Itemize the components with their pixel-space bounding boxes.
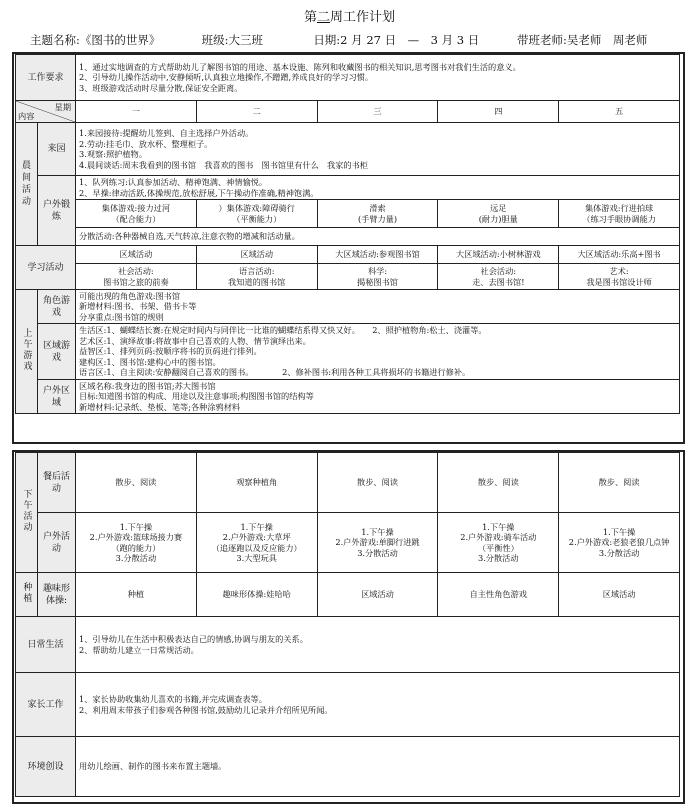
study-r1-thu: 大区域活动:小树林游戏: [438, 246, 559, 264]
plant-mon: 种植: [76, 573, 197, 617]
pm-outdoor-wed: 1.下午操 2.户外游戏:单脚行进跳 3.分散活动: [317, 513, 438, 573]
area-content: 生活区:1、蝴蝶结长赛:在规定时间内与同伴比一比谁的蝴蝶结系得又快又好。 2、照护植物角:松土、浇灌等。 艺术区:1、演绎故事:将故事中自己喜欢的人物、情节演绎出来。 益智区:1、排列页码:按顺序将书的页码进行排列。 建构区:1、图书馆:建构心中的图书馆。 语言区:1、自主阅读:安静翻阅自己喜欢的图书。 2、修补图书:利用各种工具将损坏的书籍进行修补。: [76, 324, 680, 380]
plan-table-bottom: [15, 452, 680, 797]
arrive-label: 来园: [38, 123, 76, 176]
plant-tue: 趣味形体操:娃哈哈: [196, 573, 317, 617]
family-content: 1、家长协助收集幼儿喜欢的书籍,并完成调查表等。 2、利用周末带孩子们参观各种图书馆,鼓励幼儿记录并介绍所见所闻。: [76, 673, 680, 737]
meal-wed: 散步、阅读: [317, 453, 438, 513]
pm-outdoor-thu: 1.下午操 2.户外游戏:骑车活动 （平衡性） 3.分散活动: [438, 513, 559, 573]
daily-content: 1、引导幼儿在生活中积极表达自己的情感,协调与朋友的关系。 2、帮助幼儿建立一日常规活动。: [76, 617, 680, 673]
plant-label: 种植: [16, 573, 38, 617]
pm-outdoor-fri: 1.下午操 2.户外游戏:老狼老狼几点钟 3.分散活动: [559, 513, 680, 573]
outdoor-area-content: 区域名称:我身边的图书馆;苏大图书馆 目标:知道图书馆的构成、用途以及注意事项;构图图书馆的结构等 新增材料:记录纸、垫板、笔等;各种涂鸦材料: [76, 380, 680, 414]
req-label: 工作要求: [16, 55, 76, 101]
arrive-content: 1.来园接待:提醒幼儿签到、自主选择户外活动。 2.劳动:挂毛巾、放水杯、整理柜子。 3.观察:照护植物。 4.晨间谈话:周末我看到的图书馆 我喜欢的图书 图书馆里有什么 我家的书柜: [76, 123, 680, 176]
study-r1-tue: 区域活动: [196, 246, 317, 264]
day-fri: 五: [559, 101, 680, 123]
header-diagonal: 星期 内容: [16, 101, 76, 123]
study-r1-wed: 大区域活动:参观图书馆: [317, 246, 438, 264]
plant-fri: 区域活动: [559, 573, 680, 617]
pm-outdoor-mon: 1.下午操 2.户外游戏:篮球场接力赛 （跑的能力） 3.分散活动: [76, 513, 197, 573]
plant-wed: 区域活动: [317, 573, 438, 617]
teachers: 带班老师:吴老师 周老师: [516, 33, 648, 47]
plan-table-top: [15, 54, 680, 414]
daily-label: 日常生活: [16, 617, 76, 673]
date-range: 日期:2 月 27 日 — 3 月 3 日: [313, 33, 480, 47]
day-thu: 四: [438, 101, 559, 123]
family-label: 家长工作: [16, 673, 76, 737]
pm-label: 下午活动: [16, 453, 38, 573]
study-r2-wed: 科学: 揭秘图书馆: [317, 264, 438, 290]
study-r2-thu: 社会活动: 走、去图书馆!: [438, 264, 559, 290]
pm-outdoor-label: 户外活动: [38, 513, 76, 573]
study-label: 学习活动: [16, 246, 76, 290]
outdoor-top: 1、队列练习:认真参加活动、精神饱满、神情愉悦。 2、早操:律动活跃,体操规范,放松舒展,下午操动作准确,精神饱满。: [76, 176, 680, 200]
theme-name: 主题名称:《图书的世界》: [30, 33, 161, 47]
study-r2-tue: 语言活动: 我知道的图书馆: [196, 264, 317, 290]
env-label: 环境创设: [16, 737, 76, 797]
plant-thu: 自主性角色游戏: [438, 573, 559, 617]
study-r1-mon: 区域活动: [76, 246, 197, 264]
role-label: 角色游戏: [38, 290, 76, 324]
day-wed: 三: [317, 101, 438, 123]
day-tue: 二: [196, 101, 317, 123]
outdoor-wed: 滑索 (手臂力量): [317, 200, 438, 228]
page-title: 第二周工作计划: [303, 10, 396, 25]
meal-label: 餐后活动: [38, 453, 76, 513]
outdoor-fri: 集体游戏:行进拍球 （练习手眼协调能力: [559, 200, 680, 228]
meal-mon: 散步、阅读: [76, 453, 197, 513]
outdoor-tue: ）集体游戏:障碍骑行 （平衡能力）: [196, 200, 317, 228]
meal-tue: 观察种植角: [196, 453, 317, 513]
study-r1-fri: 大区域活动:乐高+图书: [559, 246, 680, 264]
outdoor-label: 户外锻炼: [38, 176, 76, 246]
study-r2-fri: 艺术: 我是图书馆设计师: [559, 264, 680, 290]
env-content: 用幼儿绘画、制作的图书来布置主题墙。: [76, 737, 680, 797]
meal-fri: 散步、阅读: [559, 453, 680, 513]
area-label: 区域游戏: [38, 324, 76, 380]
am-games-label: 上午游戏: [16, 290, 38, 414]
role-content: 可能出现的角色游戏:图书馆 新增材料:图书、书架、借书卡等 分享重点:图书馆的规则: [76, 290, 680, 324]
morning-label: 晨间活动: [16, 123, 38, 246]
day-mon: 一: [76, 101, 197, 123]
outdoor-bottom: 分散活动:各种器械自选,天气转凉,注意衣物的增减和活动量。: [76, 228, 680, 246]
req-content: 1、通过实地调查的方式帮助幼儿了解图书馆的用途、基本设施、陈列和收藏图书的相关知识,思考图书对我们生活的意义。 2、引导幼儿操作活动中,安静倾听,认真独立地操作,不蹭蹭,养成良好的学习习惯。 3、班级游戏活动时尽量分散,保证安全距离。: [76, 55, 680, 101]
study-r2-mon: 社会活动: 图书馆之旅的前奏: [76, 264, 197, 290]
outdoor-area-label: 户外区域: [38, 380, 76, 414]
class-name: 班级:大三班: [201, 33, 264, 47]
info-bar: [30, 32, 690, 48]
pm-outdoor-tue: 1.下午操 2.户外游戏:大草坪 （追逐跑以及反应能力） 3.大型玩具: [196, 513, 317, 573]
outdoor-thu: 远足 (耐力)胆量: [438, 200, 559, 228]
outdoor-mon: 集体游戏:接力过河 （配合能力）: [76, 200, 197, 228]
plant-sub-label: 趣味形体操:: [38, 573, 76, 617]
meal-thu: 散步、阅读: [438, 453, 559, 513]
